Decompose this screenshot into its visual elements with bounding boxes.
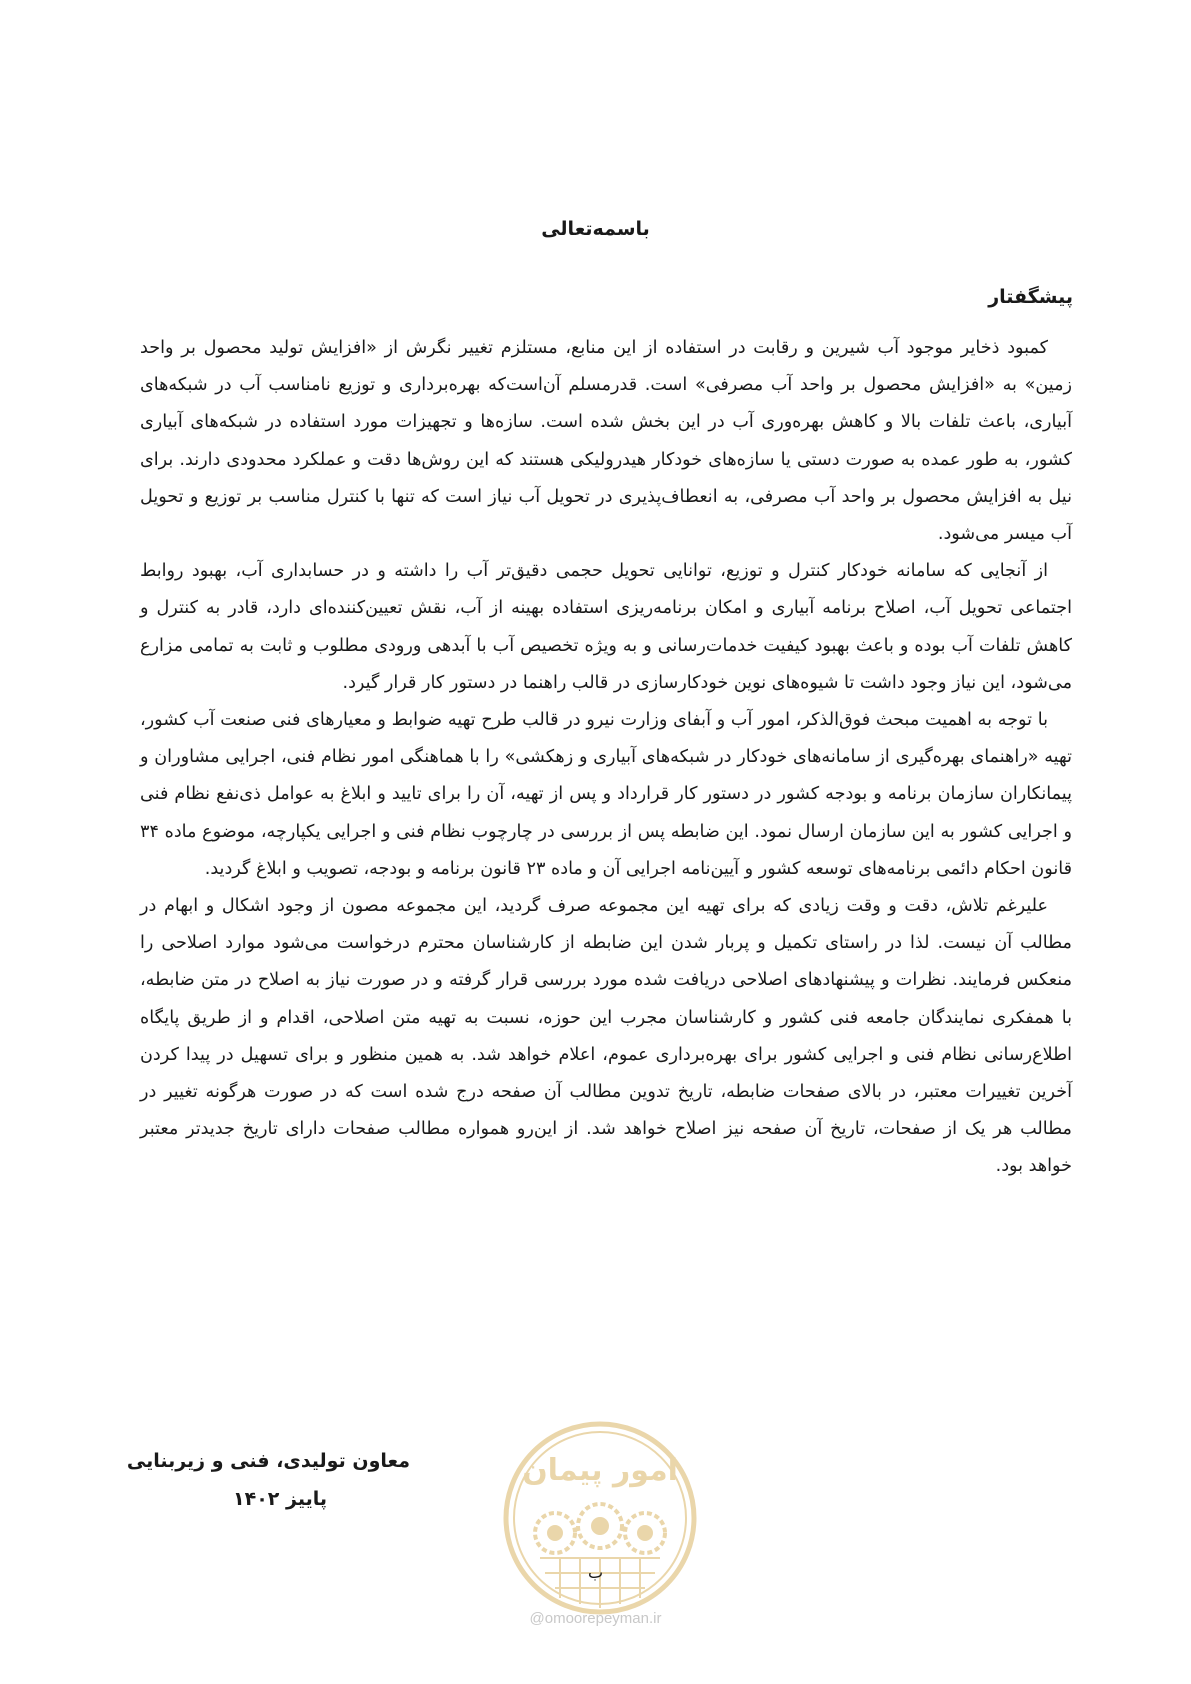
body-text: [140, 330, 1072, 1186]
document-title: باسمه‌تعالی: [541, 218, 650, 240]
watermark-text: @omoorepeyman.ir: [529, 1610, 662, 1627]
paragraph-3: با توجه به اهمیت مبحث فوق‌الذکر، امور آب و آبفای وزارت نیرو در قالب طرح تهیه ضوابط و معیارهای فنی صنعت آب کشور، تهیه «راهنمای بهره‌گیری از سامانه‌های خودکار در شبکه‌های آبیاری و زهکشی» را با هماهنگی امور نظام فنی، اجرایی مشاوران و پیمانکاران سازمان برنامه و بودجه کشور در دستور کار قرارداد و پس از تهیه، آن را برای تایید و ابلاغ به عوامل ذی‌نفع نظام فنی و اجرایی کشور به این سازمان ارسال نمود. این ضابطه پس از بررسی در چارچوب نظام فنی و اجرایی یکپارچه، موضوع ماده ۳۴ قانون احکام دائمی برنامه‌های توسعه کشور و آیین‌نامه اجرایی آن و ماده ۲۳ قانون برنامه و بودجه، تصویب و ابلاغ گردید.: [140, 710, 1072, 879]
paragraph-1: کمبود ذخایر موجود آب شیرین و رقابت در استفاده از این منابع، مستلزم تغییر نگرش از «افزایش تولید محصول بر واحد زمین» به «افزایش محصول بر واحد آب مصرفی» است. قدرمسلم آن‌است‌که بهره‌برداری و توزیع نامناسب آب در شبکه‌های آبیاری، باعث تلفات بالا و کاهش بهره‌وری آب در این بخش شده است. سازه‌ها و تجهیزات مورد استفاده در شبکه‌های آبیاری کشور، به طور عمده به صورت دستی یا سازه‌های خودکار هیدرولیکی هستند که این روش‌ها دقت و عملکرد محدودی دارند. برای نیل به افزایش محصول بر واحد آب مصرفی، به انعطاف‌پذیری در تحویل آب نیاز است که تنها با کنترل مناسب بر توزیع و تحویل آب میسر می‌شود.: [140, 338, 1072, 545]
page-number: ب: [587, 1563, 604, 1582]
paragraph-4: علیرغم تلاش، دقت و وقت زیادی که برای تهیه این مجموعه صرف گردید، این مجموعه مصون از وجود اشکال و ابهام در مطالب آن نیست. لذا در راستای تکمیل و پربار شدن این ضابطه از کارشناسان محترم درخواست می‌شود موارد اصلاحی را منعکس فرمایند. نظرات و پیشنهادهای اصلاحی دریافت شده مورد بررسی قرار گرفته و در صورت نیاز به اصلاح در متن ضابطه، با همفکری نمایندگان جامعه فنی کشور و کارشناسان مجرب این حوزه، نسبت به تهیه متن اصلاحی، اقدام و از طریق پایگاه اطلاع‌رسانی نظام فنی و اجرایی کشور برای بهره‌برداری عموم، اعلام خواهد شد. به همین منظور و برای تسهیل در پیدا کردن آخرین تغییرات معتبر، در بالای صفحات ضابطه، تاریخ تدوین مطالب آن صفحه درج شده است که در صورت هرگونه تغییر در مطالب هر یک از صفحات، تاریخ آن صفحه نیز اصلاح خواهد شد. از این‌رو همواره مطالب صفحات دارای تاریخ جدیدتر معتبر خواهد بود.: [140, 896, 1072, 1177]
paragraph-2: از آنجایی که سامانه خودکار کنترل و توزیع، توانایی تحویل حجمی دقیق‌تر آب را داشته و در حسابداری آب، بهبود روابط اجتماعی تحویل آب، اصلاح برنامه آبیاری و امکان برنامه‌ریزی استفاده بهینه از آب، نقش تعیین‌کننده‌ای دارد، قادر به کنترل و کاهش تلفات آب بوده و باعث بهبود کیفیت خدمات‌رسانی و به ویژه تخصیص آب با آبدهی ورودی مطلوب و ثابت به تمامی مزارع می‌شود، این نیاز وجود داشت تا شیوه‌های نوین خودکارسازی در قالب راهنما در دستور کار قرار گیرد.: [140, 561, 1072, 693]
signature-block: [126, 1442, 410, 1518]
signature-date: پاییز ۱۴۰۲: [233, 1488, 327, 1510]
section-heading: پیشگفتار: [988, 286, 1073, 308]
signatory-title: معاون تولیدی، فنی و زیربنایی: [126, 1450, 410, 1472]
svg-text:امور پیمان: امور پیمان: [522, 1453, 678, 1488]
watermark-seal-logo: [500, 1418, 700, 1618]
